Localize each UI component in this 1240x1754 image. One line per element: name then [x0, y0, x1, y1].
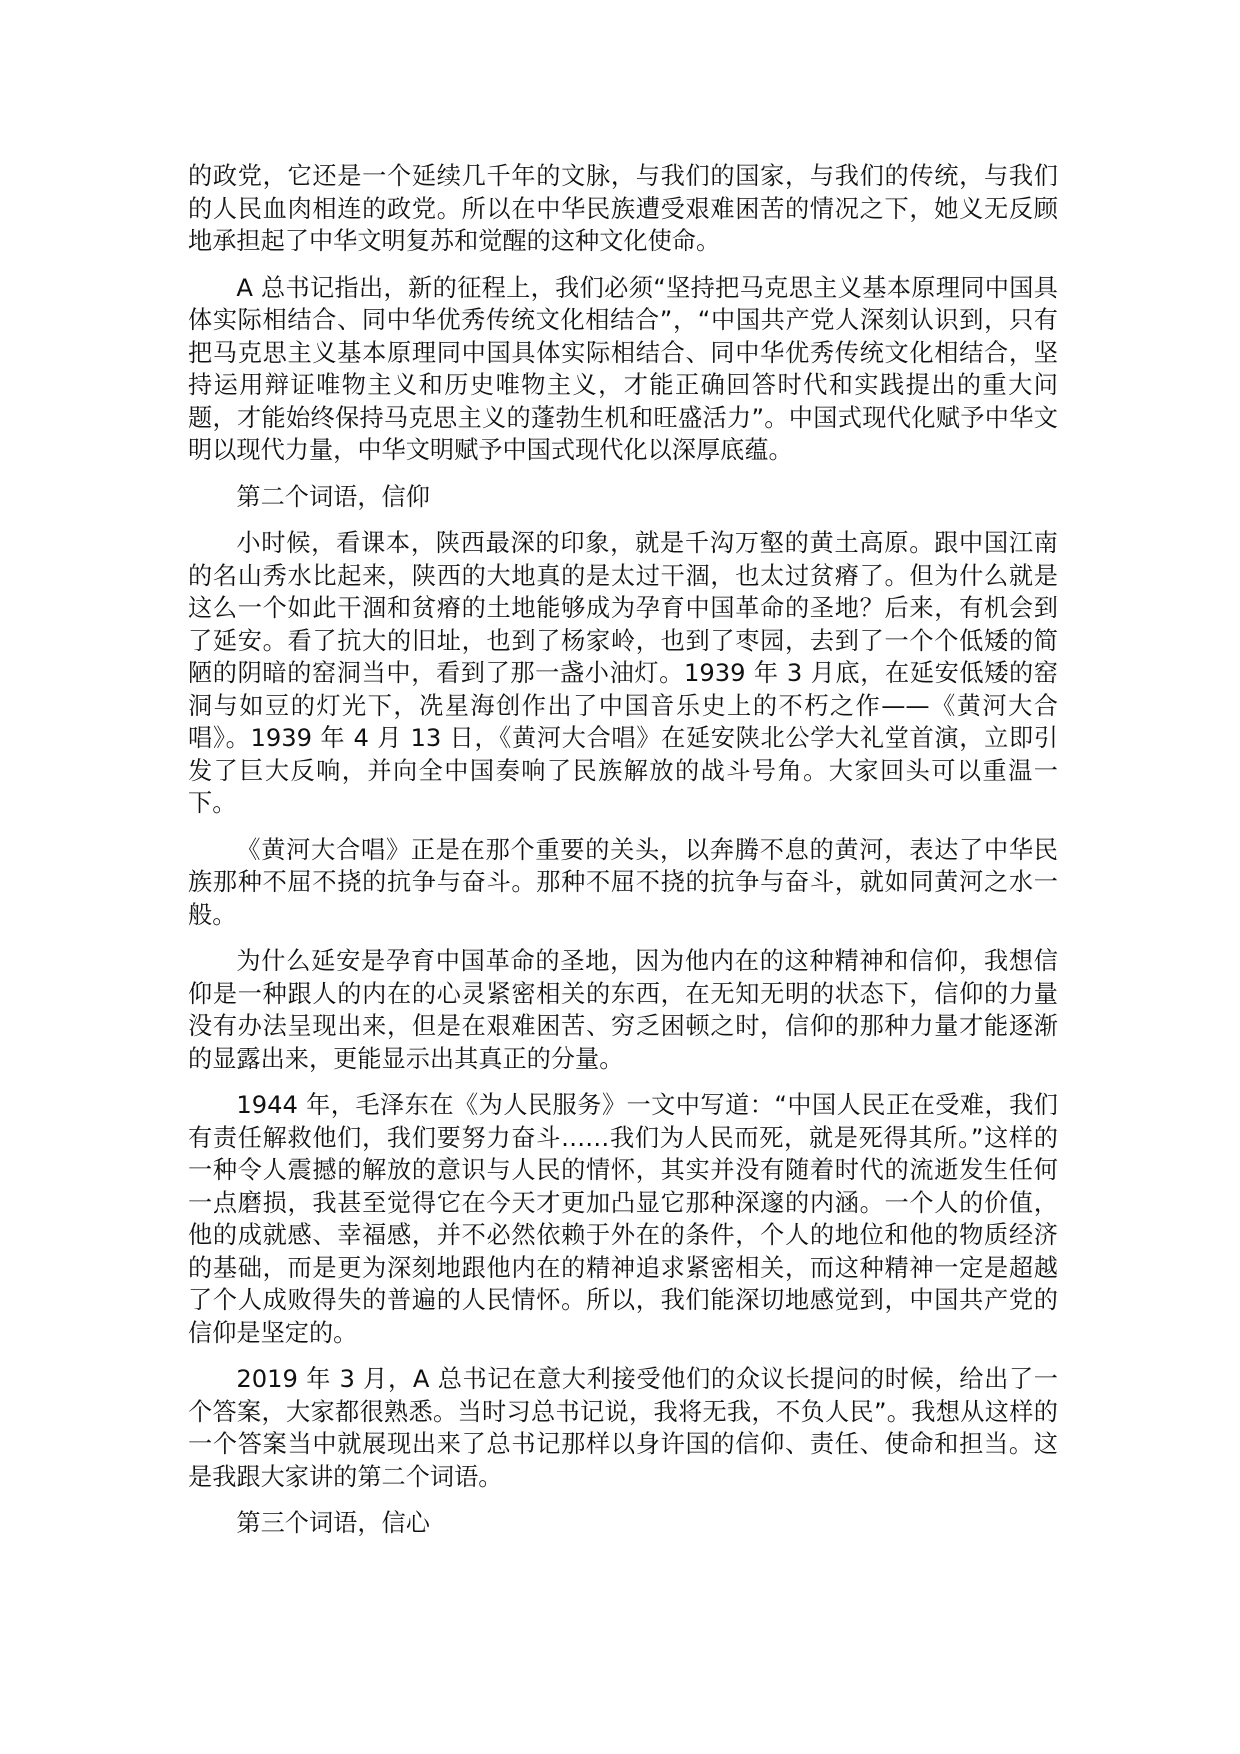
- paragraph: 《黄河大合唱》正是在那个重要的关头，以奔腾不息的黄河，表达了中华民族那种不屈不挠的抗争与奋斗。那种不屈不挠的抗争与奋斗，就如同黄河之水一般。: [188, 835, 1058, 929]
- paragraph: 小时候，看课本，陕西最深的印象，就是千沟万壑的黄土高原。跟中国江南的名山秀水比起来，陕西的大地真的是太过干涸，也太过贫瘠了。但为什么就是这么一个如此干涸和贫瘠的土地能够成为孕育中国革命的圣地？后来，有机会到了延安。看了抗大的旧址，也到了杨家岭，也到了枣园，去到了一个个低矮的简陋的阴暗的窑洞当中，看到了那一盏小油灯。1939 年 3 月底，在延安低矮的窑洞与如豆的灯光下，冼星海创作出了中国音乐史上的不朽之作——《黄河大合唱》。1939 年 4 月 13 日，《黄河大合唱》在延安陕北公学大礼堂首演，立即引发了巨大反响，并向全中国奏响了民族解放的战斗号角。大家回头可以重温一下。: [188, 529, 1058, 817]
- paragraph: A 总书记指出，新的征程上，我们必须“坚持把马克思主义基本原理同中国具体实际相结合、同中华优秀传统文化相结合”，“中国共产党人深刻认识到，只有把马克思主义基本原理同中国具体实际相结合、同中华优秀传统文化相结合，坚持运用辩证唯物主义和历史唯物主义，才能正确回答时代和实践提出的重大问题，才能始终保持马克思主义的蓬勃生机和旺盛活力”。中国式现代化赋予中华文明以现代力量，中华文明赋予中国式现代化以深厚底蕴。: [188, 273, 1058, 464]
- document-body: [188, 160, 1058, 1554]
- section-heading: 第三个词语，信心: [236, 1509, 430, 1537]
- paragraph-continuation: 的政党，它还是一个延续几千年的文脉，与我们的国家，与我们的传统，与我们的人民血肉相连的政党。所以在中华民族遭受艰难困苦的情况之下，她义无反顾地承担起了中华文明复苏和觉醒的这种文化使命。: [188, 162, 1058, 255]
- paragraph: 2019 年 3 月，A 总书记在意大利接受他们的众议长提问的时候，给出了一个答案，大家都很熟悉。当时习总书记说，我将无我，不负人民”。我想从这样的一个答案当中就展现出来了总书记那样以身许国的信仰、责任、使命和担当。这是我跟大家讲的第二个词语。: [188, 1365, 1058, 1491]
- paragraph: 为什么延安是孕育中国革命的圣地，因为他内在的这种精神和信仰，我想信仰是一种跟人的内在的心灵紧密相关的东西，在无知无明的状态下，信仰的力量没有办法呈现出来，但是在艰难困苦、穷乏困顿之时，信仰的那种力量才能逐渐的显露出来，更能显示出其真正的分量。: [188, 947, 1058, 1073]
- section-heading: 第二个词语，信仰: [236, 482, 430, 511]
- paragraph: 1944 年，毛泽东在《为人民服务》一文中写道：“中国人民正在受难，我们有责任解救他们，我们要努力奋斗……我们为人民而死，就是死得其所。”这样的一种令人震撼的解放的意识与人民的情怀，其实并没有随着时代的流逝发生任何一点磨损，我甚至觉得它在今天才更加凸显它那种深邃的内涵。一个人的价值，他的成就感、幸福感，并不必然依赖于外在的条件，个人的地位和他的物质经济的基础，而是更为深刻地跟他内在的精神追求紧密相关，而这种精神一定是超越了个人成败得失的普遍的人民情怀。所以，我们能深切地感觉到，中国共产党的信仰是坚定的。: [188, 1091, 1058, 1347]
